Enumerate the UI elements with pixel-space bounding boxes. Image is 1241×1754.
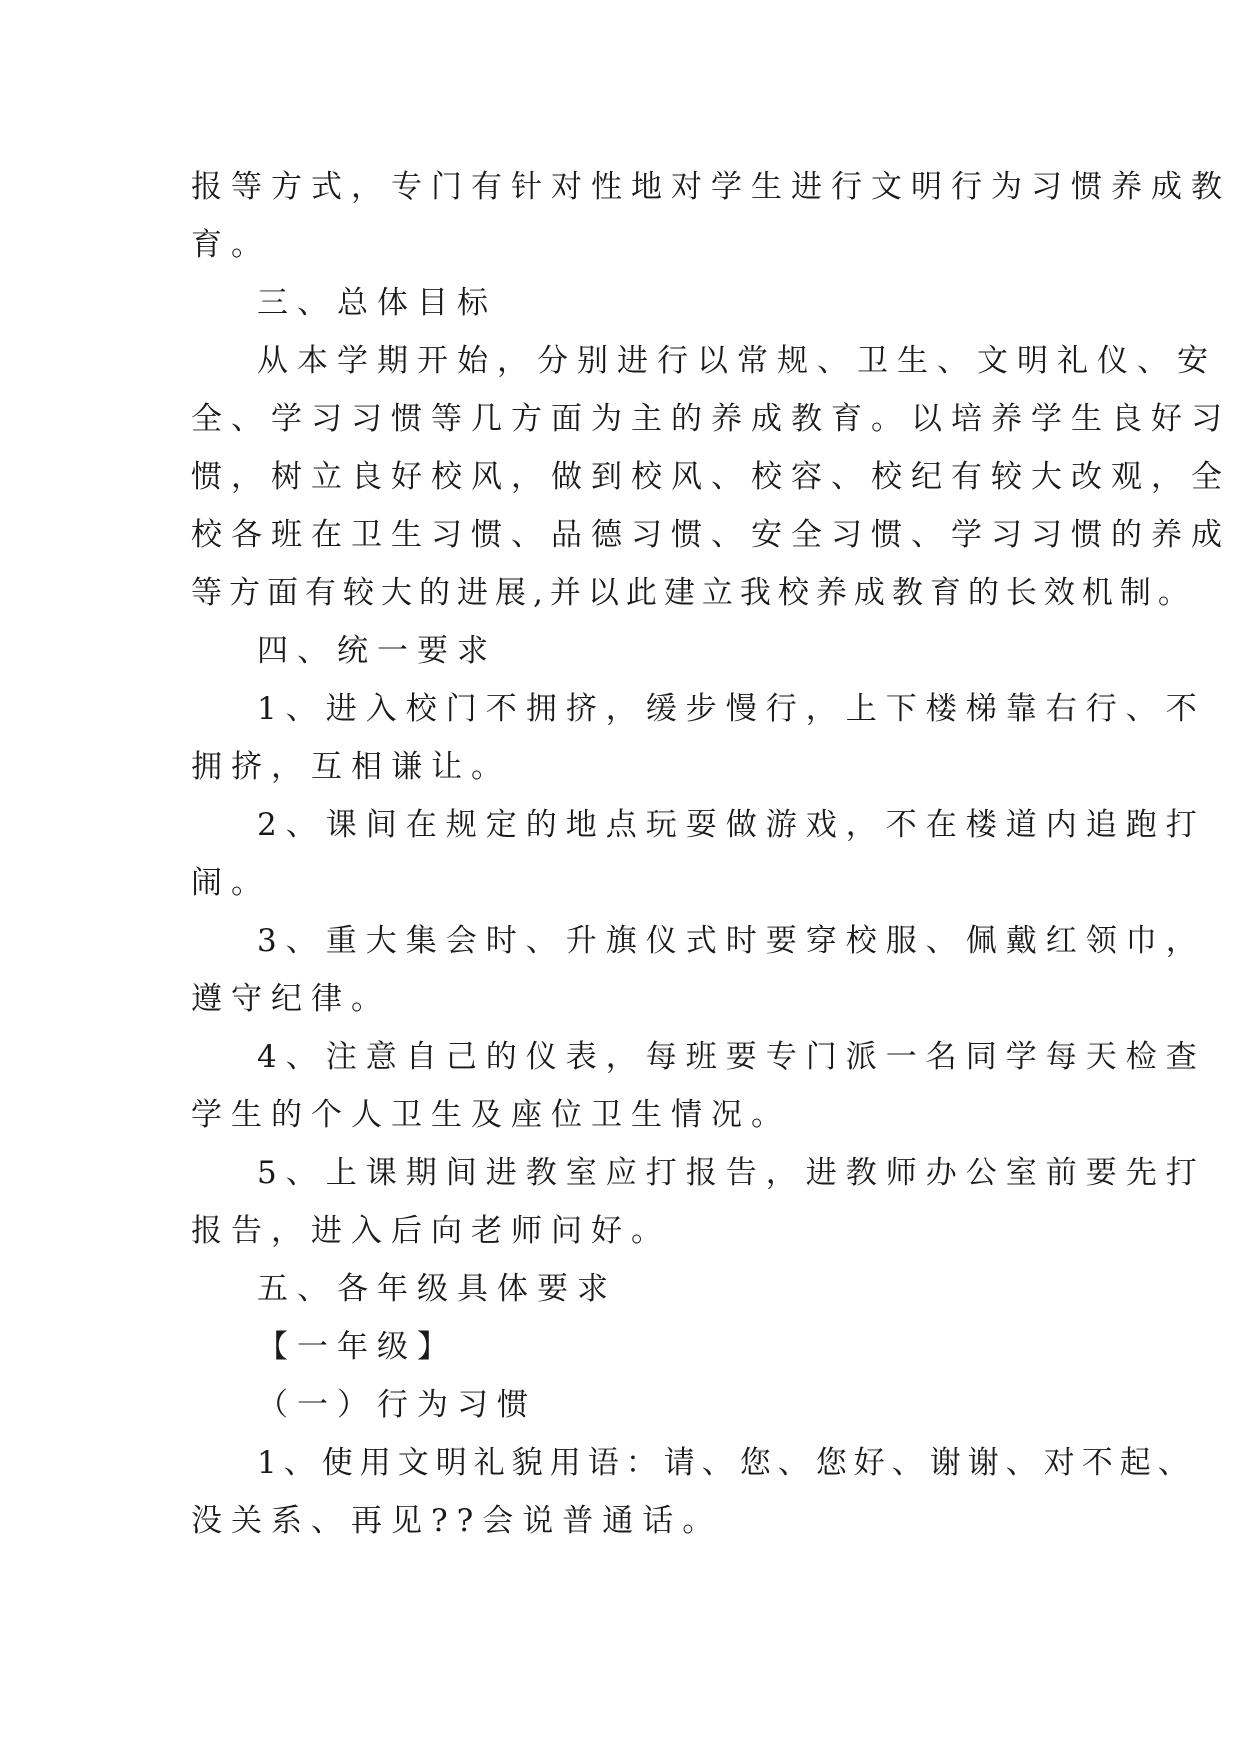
list-item-line: 1、进入校门不拥挤，缓步慢行，上下楼梯靠右行、不 (257, 691, 1206, 727)
list-item-line: 闹。 (191, 865, 271, 901)
list-item-line: 没关系、再见??会说普通话。 (191, 1503, 723, 1539)
paragraph-line: 育。 (191, 227, 271, 263)
list-item-line: 拥挤，互相谦让。 (191, 749, 511, 785)
paragraph-line: 全、学习习惯等几方面为主的养成教育。以培养学生良好习 (191, 401, 1231, 437)
grade-heading: 【一年级】 (257, 1329, 457, 1365)
paragraph-line: 校各班在卫生习惯、品德习惯、安全习惯、学习习惯的养成 (191, 517, 1231, 553)
section-heading: 五、各年级具体要求 (257, 1271, 617, 1307)
section-heading: 四、统一要求 (257, 633, 497, 669)
paragraph-line: 报等方式，专门有针对性地对学生进行文明行为习惯养成教 (191, 169, 1231, 205)
subsection-heading: （一）行为习惯 (257, 1387, 537, 1423)
list-item-line: 3、重大集会时、升旗仪式时要穿校服、佩戴红领巾， (257, 923, 1206, 959)
paragraph-line: 等方面有较大的进展,并以此建立我校养成教育的长效机制。 (191, 575, 1196, 611)
list-item-line: 1、使用文明礼貌用语：请、您、您好、谢谢、对不起、 (257, 1445, 1196, 1481)
list-item-line: 报告，进入后向老师问好。 (191, 1213, 671, 1249)
list-item-line: 4、注意自己的仪表，每班要专门派一名同学每天检查 (257, 1039, 1206, 1075)
document-body (191, 158, 1231, 1550)
paragraph-line: 惯，树立良好校风，做到校风、校容、校纪有较大改观，全 (191, 459, 1231, 495)
paragraph-line: 从本学期开始，分别进行以常规、卫生、文明礼仪、安 (257, 343, 1217, 379)
section-heading: 三、总体目标 (257, 285, 497, 321)
list-item-line: 遵守纪律。 (191, 981, 391, 1017)
list-item-line: 学生的个人卫生及座位卫生情况。 (191, 1097, 791, 1133)
list-item-line: 5、上课期间进教室应打报告，进教师办公室前要先打 (257, 1155, 1206, 1191)
list-item-line: 2、课间在规定的地点玩耍做游戏，不在楼道内追跑打 (257, 807, 1206, 843)
